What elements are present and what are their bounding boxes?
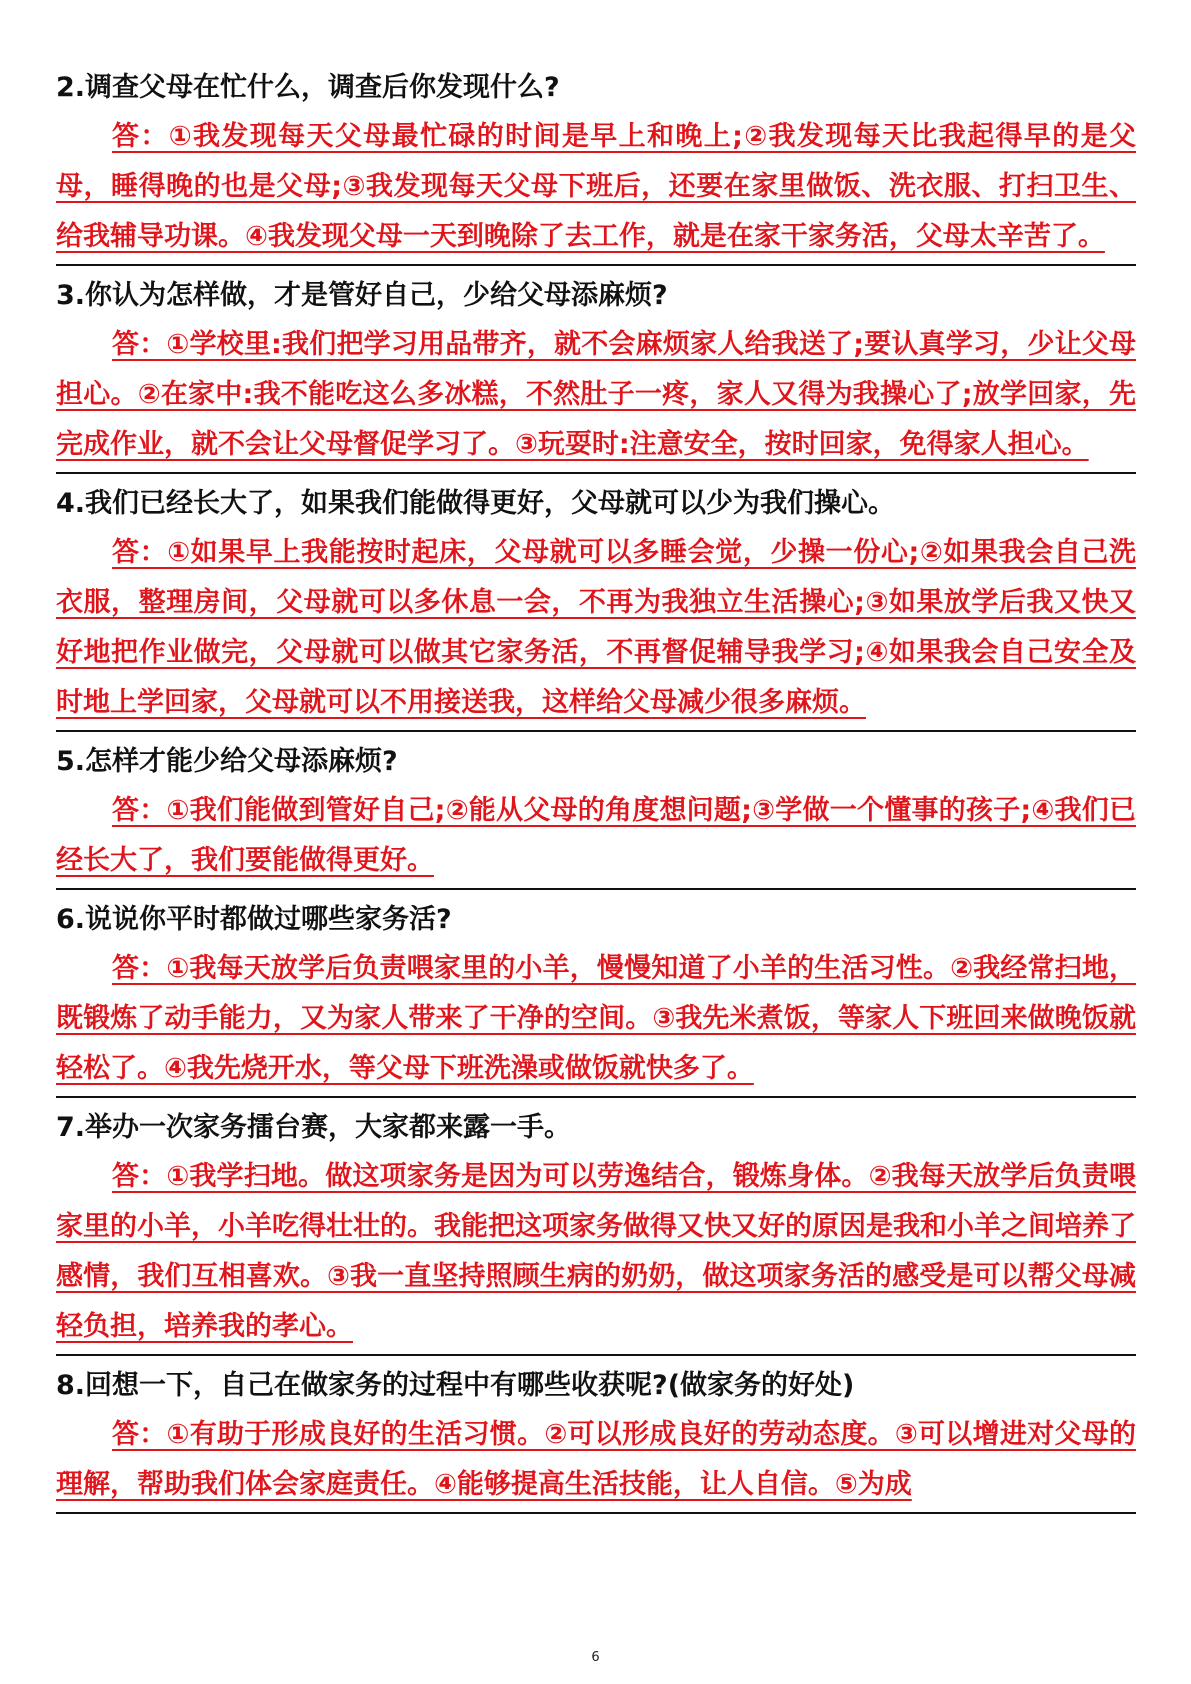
answer-2: 答：①我发现每天父母最忙碌的时间是早上和晚上;②我发现每天比我起得早的是父母，睡得晚的也是父母;③我发现每天父母下班后，还要在家里做饭、洗衣服、打扫卫生、给我辅导功课。④我发现父母一天到晚除了去工作，就是在家干家务活，父母太辛苦了。 (56, 112, 1136, 266)
question-2: 2.调查父母在忙什么，调查后你发现什么? (56, 72, 560, 103)
answer-3: 答：①学校里:我们把学习用品带齐，就不会麻烦家人给我送了;要认真学习，少让父母担心。②在家中:我不能吃这么多冰糕，不然肚子一疼，家人又得为我操心了;放学回家，先完成作业，就不会让父母督促学习了。③玩耍时:注意安全，按时回家，免得家人担心。 (56, 320, 1136, 474)
question-5: 5.怎样才能少给父母添麻烦? (56, 746, 398, 777)
question-7: 7.举办一次家务擂台赛，大家都来露一手。 (56, 1112, 572, 1143)
page-number: 6 (591, 1650, 600, 1665)
answer-7: 答：①我学扫地。做这项家务是因为可以劳逸结合，锻炼身体。②我每天放学后负责喂家里的小羊，小羊吃得壮壮的。我能把这项家务做得又快又好的原因是我和小羊之间培养了感情，我们互相喜欢。③我一直坚持照顾生病的奶奶，做这项家务活的感受是可以帮父母减轻负担，培养我的孝心。 (56, 1152, 1136, 1356)
question-3: 3.你认为怎样做，才是管好自己，少给父母添麻烦? (56, 280, 668, 311)
answer-5: 答：①我们能做到管好自己;②能从父母的角度想问题;③学做一个懂事的孩子;④我们已经长大了，我们要能做得更好。 (56, 786, 1136, 890)
answer-8: 答：①有助于形成良好的生活习惯。②可以形成良好的劳动态度。③可以增进对父母的理解，帮助我们体会家庭责任。④能够提高生活技能，让人自信。⑤为成 (56, 1410, 1136, 1514)
answer-6: 答：①我每天放学后负责喂家里的小羊，慢慢知道了小羊的生活习性。②我经常扫地，既锻炼了动手能力，又为家人带来了干净的空间。③我先米煮饭，等家人下班回来做晚饭就轻松了。④我先烧开水，等父母下班洗澡或做饭就快多了。 (56, 944, 1136, 1098)
question-8: 8.回想一下，自己在做家务的过程中有哪些收获呢?(做家务的好处) (56, 1370, 855, 1401)
answer-4: 答：①如果早上我能按时起床，父母就可以多睡会觉，少操一份心;②如果我会自己洗衣服，整理房间，父母就可以多休息一会，不再为我独立生活操心;③如果放学后我又快又好地把作业做完，父母就可以做其它家务活，不再督促辅导我学习;④如果我会自己安全及时地上学回家，父母就可以不用接送我，这样给父母减少很多麻烦。 (56, 528, 1136, 732)
question-6: 6.说说你平时都做过哪些家务活? (56, 904, 452, 935)
question-4: 4.我们已经长大了，如果我们能做得更好，父母就可以少为我们操心。 (56, 488, 896, 519)
qa-list (56, 64, 1136, 1520)
